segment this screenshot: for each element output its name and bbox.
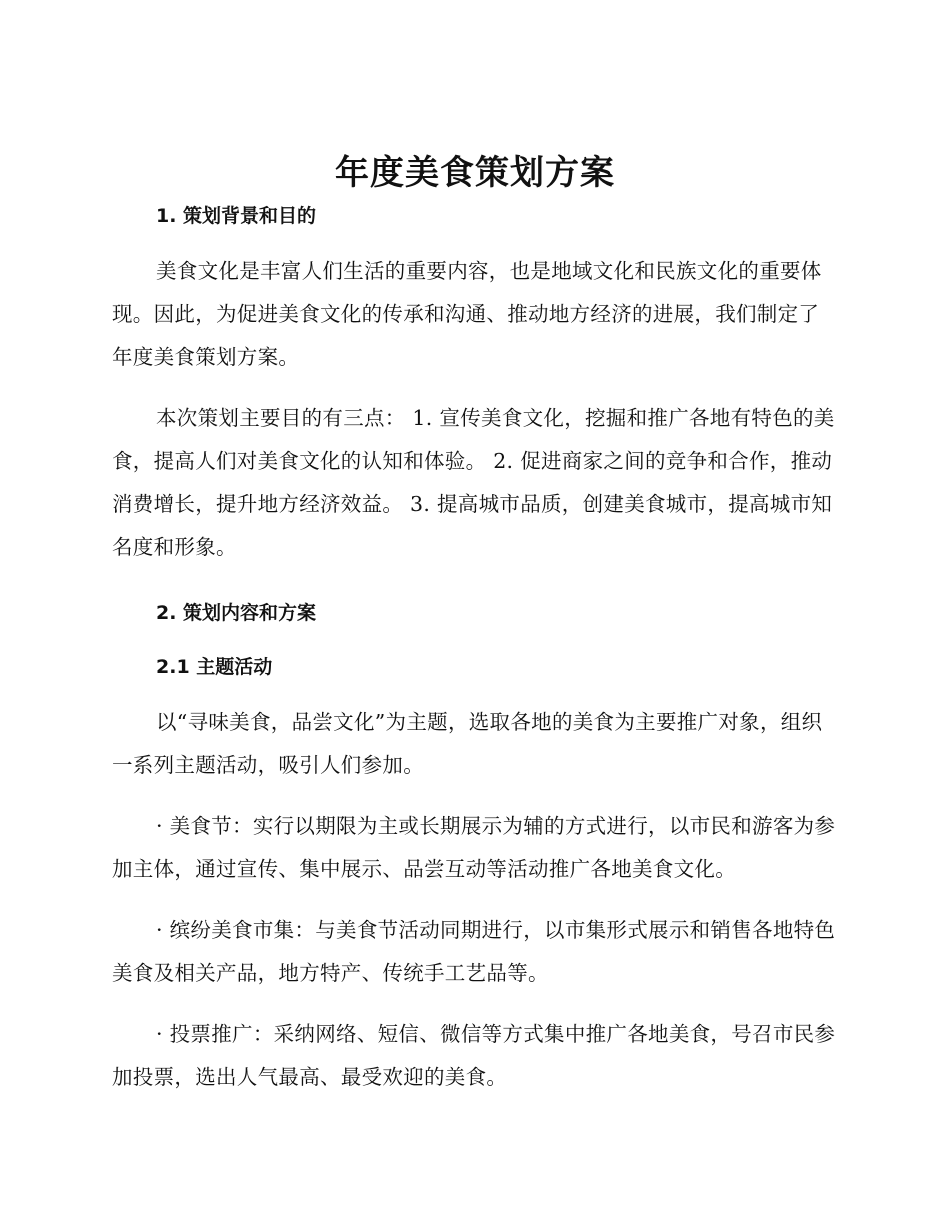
bullet-food-market: · 缤纷美食市集：与美食节活动同期进行，以市集形式展示和销售各地特色美食及相关产品，地方特产、传统手工艺品等。 (112, 918, 836, 985)
bullet-food-festival: · 美食节：实行以期限为主或长期展示为辅的方式进行，以市民和游客为参加主体，通过宣传、集中展示、品尝互动等活动推广各地美食文化。 (112, 814, 836, 881)
section-heading-content: 2. 策划内容和方案 (156, 602, 317, 624)
paragraph-theme: 以“寻味美食，品尝文化”为主题，选取各地的美食为主要推广对象，组织一系列主题活动，吸引人们参加。 (112, 710, 823, 777)
document-title: 年度美食策划方案 (335, 153, 615, 193)
paragraph-background: 美食文化是丰富人们生活的重要内容，也是地域文化和民族文化的重要体现。因此，为促进美食文化的传承和沟通、推动地方经济的进展，我们制定了年度美食策划方案。 (112, 259, 822, 369)
document-page (112, 148, 838, 1099)
subsection-heading-theme: 2.1 主题活动 (156, 656, 273, 678)
bullet-voting: · 投票推广：采纳网络、短信、微信等方式集中推广各地美食，号召市民参加投票，选出人气最高、最受欢迎的美食。 (112, 1022, 836, 1089)
section-heading-background: 1. 策划背景和目的 (156, 205, 317, 227)
paragraph-goals: 本次策划主要目的有三点： 1. 宣传美食文化，挖掘和推广各地有特色的美食，提高人们对美食文化的认知和体验。 2. 促进商家之间的竞争和合作，推动消费增长，提升地方经济效益。 3. 提高城市品质，创建美食城市，提高城市知名度和形象。 (112, 406, 835, 559)
